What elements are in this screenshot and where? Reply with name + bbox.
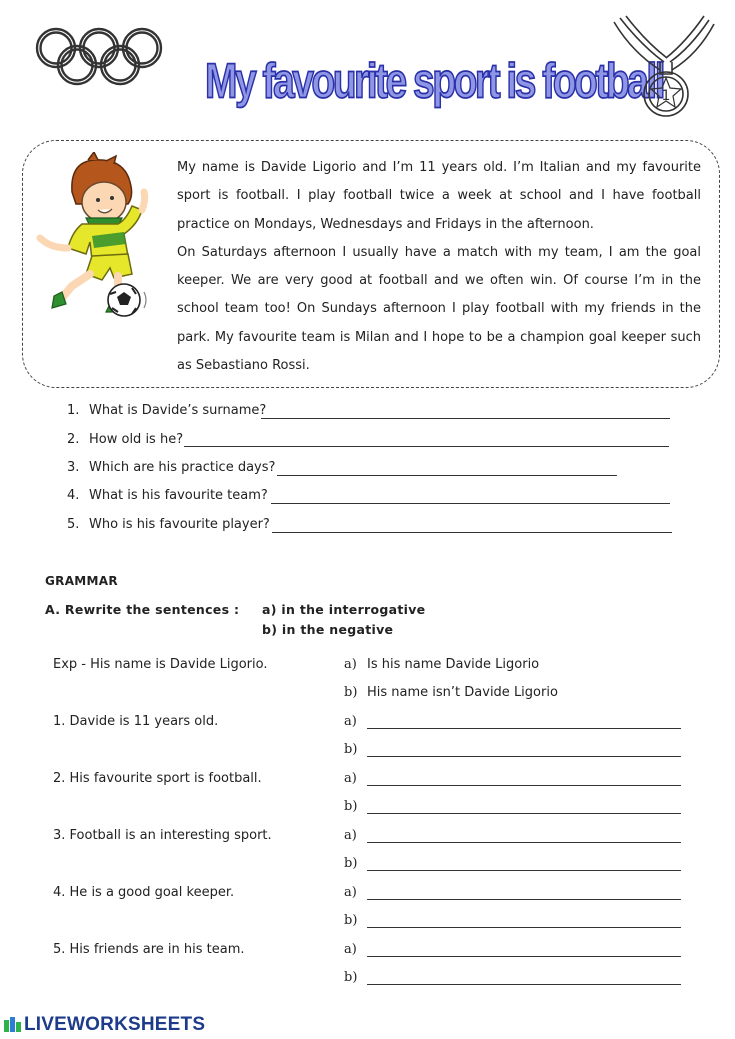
- grammar-sentence-4: 4. He is a good goal keeper.: [53, 885, 235, 900]
- question-text: Who is his favourite player?: [89, 517, 270, 532]
- sentence-1-b-label: b): [344, 742, 358, 757]
- question-3: [67, 460, 275, 475]
- olympic-rings-icon: [32, 26, 167, 88]
- example-sentence: Exp - His name is Davide Ligorio.: [53, 657, 268, 672]
- question-4: [67, 488, 268, 503]
- reading-text: [177, 154, 701, 380]
- sentence-4-a-label: a): [344, 885, 357, 900]
- sentence-5-a-answer-line[interactable]: [367, 956, 681, 957]
- sentence-3-a-answer-line[interactable]: [367, 842, 681, 843]
- example-b-answer: His name isn’t Davide Ligorio: [367, 685, 558, 700]
- sentence-1-a-answer-line[interactable]: [367, 728, 681, 729]
- question-number: 4.: [67, 488, 80, 503]
- option-interrogative: a) in the interrogative: [262, 602, 426, 617]
- liveworksheets-logo-icon: [4, 1017, 24, 1034]
- question-text: Which are his practice days?: [89, 460, 276, 475]
- question-number: 5.: [67, 517, 80, 532]
- question-1: [67, 403, 266, 418]
- liveworksheets-brand[interactable]: LIVEWORKSHEETS: [24, 1014, 206, 1035]
- sentence-3-b-answer-line[interactable]: [367, 870, 681, 871]
- question-number: 3.: [67, 460, 80, 475]
- sentence-2-a-label: a): [344, 771, 357, 786]
- question-2: [67, 432, 183, 447]
- example-b-label: b): [344, 685, 358, 700]
- sentence-3-b-label: b): [344, 856, 358, 871]
- sentence-2-a-answer-line[interactable]: [367, 785, 681, 786]
- grammar-sentence-3: 3. Football is an interesting sport.: [53, 828, 272, 843]
- sentence-5-b-answer-line[interactable]: [367, 984, 681, 985]
- grammar-heading: GRAMMAR: [45, 574, 118, 588]
- answer-line-2[interactable]: [184, 446, 669, 447]
- sentence-5-b-label: b): [344, 970, 358, 985]
- question-number: 1.: [67, 403, 80, 418]
- sentence-4-a-answer-line[interactable]: [367, 899, 681, 900]
- boy-football-player-illustration: [32, 152, 157, 322]
- option-negative: b) in the negative: [262, 622, 394, 637]
- svg-text:1: 1: [661, 88, 671, 104]
- answer-line-5[interactable]: [272, 532, 672, 533]
- question-text: What is Davide’s surname?: [89, 403, 267, 418]
- question-number: 2.: [67, 432, 80, 447]
- sentence-3-a-label: a): [344, 828, 357, 843]
- sentence-1-a-label: a): [344, 714, 357, 729]
- question-text: What is his favourite team?: [89, 488, 268, 503]
- sentence-2-b-answer-line[interactable]: [367, 813, 681, 814]
- question-5: [67, 517, 270, 532]
- grammar-sentence-1: 1. Davide is 11 years old.: [53, 714, 219, 729]
- sentence-1-b-answer-line[interactable]: [367, 756, 681, 757]
- sentence-5-a-label: a): [344, 942, 357, 957]
- example-a-answer: Is his name Davide Ligorio: [367, 657, 540, 672]
- story-paragraph-2: On Saturdays afternoon I usually have a match with my team, I am the goal keeper. We are very good at football and we often win. Of course I’m in the school team too! On Sundays afternoon I play football with my friends in the park. My favourite team is Milan and I hope to be a champion goal keeper such as Sebastiano Rossi.: [177, 244, 701, 374]
- example-a-label: a): [344, 657, 357, 672]
- sentence-2-b-label: b): [344, 799, 358, 814]
- story-paragraph-1: My name is Davide Ligorio and I’m 11 years old. I’m Italian and my favourite sport is football. I play football twice a week at school and I have football practice on Mondays, Wednesdays and Fridays in the afternoon.: [177, 160, 701, 232]
- medal-icon: [612, 12, 717, 124]
- question-text: How old is he?: [89, 432, 184, 447]
- grammar-sentence-2: 2. His favourite sport is football.: [53, 771, 262, 786]
- grammar-instruction: A. Rewrite the sentences :: [45, 602, 240, 617]
- grammar-sentence-5: 5. His friends are in his team.: [53, 942, 245, 957]
- answer-line-1[interactable]: [261, 418, 670, 419]
- page-title: My favourite sport is football: [205, 55, 664, 109]
- sentence-4-b-answer-line[interactable]: [367, 927, 681, 928]
- answer-line-3[interactable]: [277, 475, 617, 476]
- sentence-4-b-label: b): [344, 913, 358, 928]
- answer-line-4[interactable]: [271, 503, 670, 504]
